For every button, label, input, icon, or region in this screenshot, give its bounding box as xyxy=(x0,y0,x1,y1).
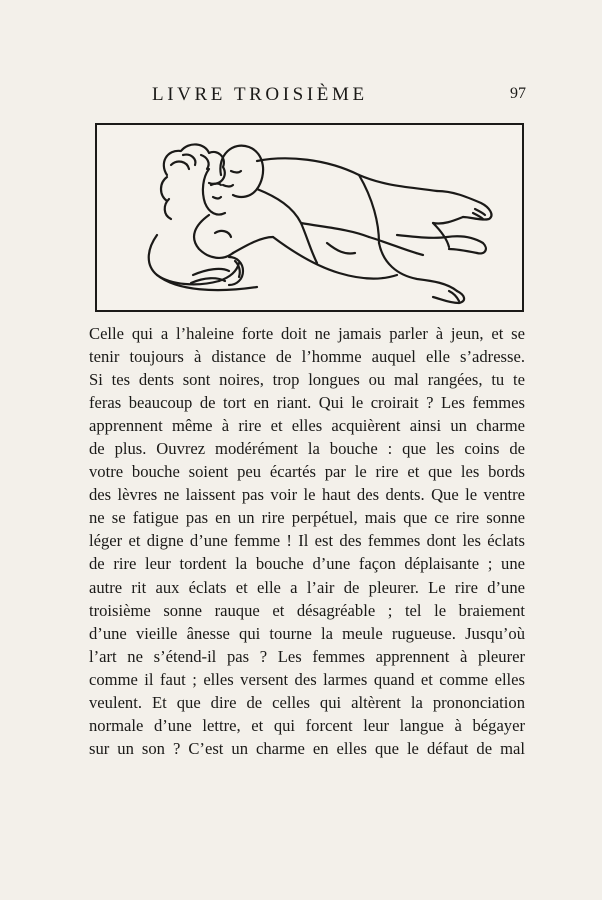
text-line: de plus. Ouvrez modérément la bouche : que les coins de xyxy=(89,439,525,459)
woodcut-embracing-couple-icon xyxy=(97,125,522,310)
text-line: comme il faut ; elles versent des larmes quand et comme elles xyxy=(89,669,525,689)
text-line: feras beaucoup de tort en riant. Qui le croirait ? Les femmes xyxy=(89,393,525,413)
text-line: Celle qui a l’haleine forte doit ne jamais parler à jeun, et se xyxy=(89,324,525,343)
text-line: ne se fatigue pas en un rire perpétuel, mais que ce rire sonne xyxy=(89,508,525,528)
text-line: de rire leur tordent la bouche d’une façon déplaisante ; une xyxy=(89,554,525,574)
text-line: d’une vieille ânesse qui tourne la meule rugueuse. Jusqu’où xyxy=(89,623,525,643)
body-text xyxy=(89,322,525,760)
running-head xyxy=(0,84,602,114)
text-line: léger et digne d’une femme ! Il est des femmes dont les éclats xyxy=(89,531,525,551)
text-line: veulent. Et que dire de celles qui altèrent la prononciation xyxy=(89,692,525,712)
woodcut-illustration xyxy=(95,123,524,312)
page-number: 97 xyxy=(510,85,526,102)
text-line: normale d’une lettre, et qui forcent leur langue à bégayer xyxy=(89,715,525,735)
text-line: l’art ne s’étend-il pas ? Les femmes apprennent à pleurer xyxy=(89,646,525,666)
text-line: votre bouche soient peu écartés par le rire et que les bords xyxy=(89,462,525,482)
text-line: autre rit aux éclats et elle a l’air de pleurer. Le rire d’une xyxy=(89,577,525,597)
text-line: des lèvres ne laissent pas voir le haut des dents. Que le ventre xyxy=(89,485,525,505)
text-line: sur un son ? C’est un charme en elles que le défaut de mal xyxy=(89,738,525,758)
text-line: Si tes dents sont noires, trop longues ou mal rangées, tu te xyxy=(89,370,525,390)
text-line: tenir toujours à distance de l’homme auquel elle s’adresse. xyxy=(89,347,525,367)
text-line: apprennent même à rire et elles acquièrent ainsi un charme xyxy=(89,416,525,436)
text-line: troisième sonne rauque et désagréable ; tel le braiement xyxy=(89,600,525,620)
chapter-title: LIVRE TROISIÈME xyxy=(152,84,368,105)
